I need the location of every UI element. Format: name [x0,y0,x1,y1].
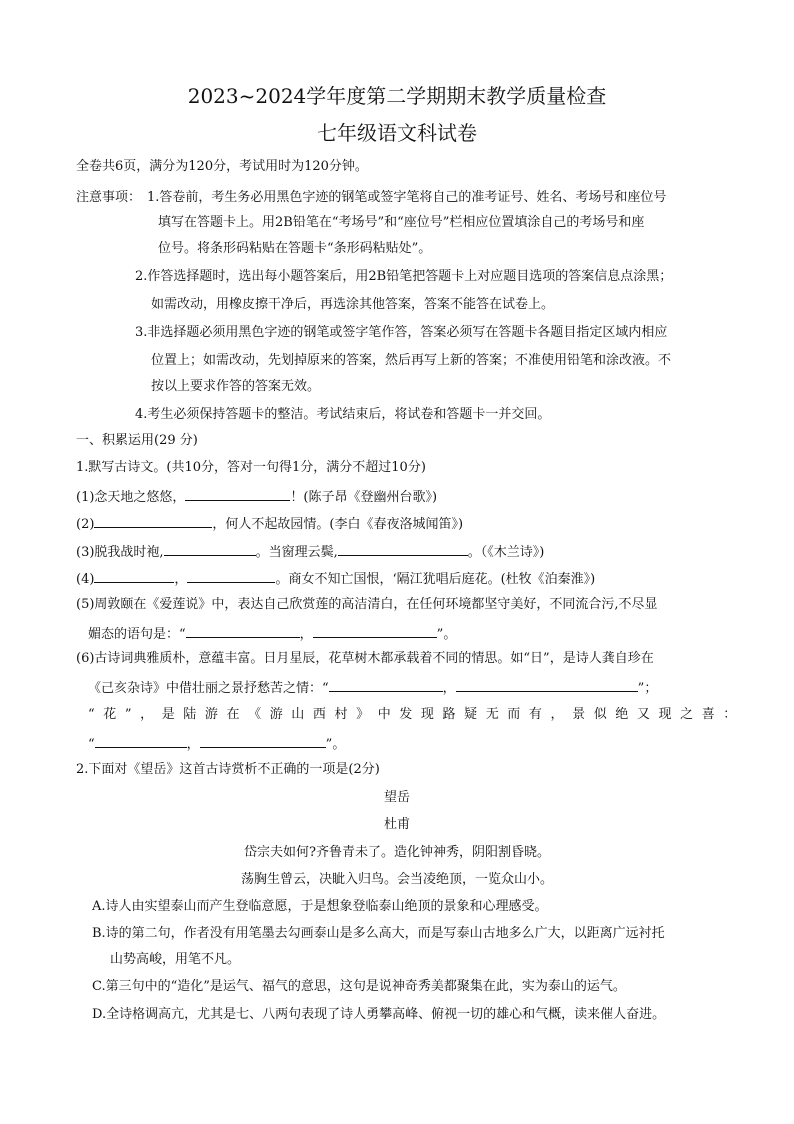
text: ”。 [436,627,457,642]
text: 。（《木兰诗》) [467,545,545,560]
answer-blank[interactable] [185,486,290,501]
answer-blank[interactable] [456,677,638,692]
text: 媚态的语句是：“ [88,627,186,642]
answer-blank[interactable] [94,513,212,528]
question-1-stem: 1.默写古诗文。(共10分，答对一句得1分，满分不超过10分) [76,460,426,475]
answer-blank[interactable] [187,568,275,583]
question-1-item-5-line-2 [88,623,456,644]
text: (3)脱我战时袍, [76,545,164,560]
exam-subtitle: 七年级语文科试卷 [317,121,477,145]
text: 《己亥杂诗》中借壮丽之景抒愁苦之情：“ [88,681,329,696]
text: ”； [637,681,658,696]
answer-blank[interactable] [164,541,256,556]
text: ， [174,572,188,587]
text: ， [299,627,313,642]
question-1-item-4 [76,568,595,589]
text: ， [186,737,200,752]
option-d: D.全诗格调高亢，尤其是七、八两句表现了诗人勇攀高峰、俯视一切的雄心和气概，读来催人奋进。 [92,1007,666,1022]
poem-line-2: 荡胸生曾云，决眦入归鸟。会当凌绝顶，一览众山小。 [240,872,553,887]
poem-line-1: 岱宗夫如何?齐鲁青未了。造化钟神秀，阴阳割昏晓。 [244,845,550,860]
poem-author: 杜甫 [383,817,410,832]
note-1-line-3: 位号。将条形码粘贴在答题卡“条形码粘贴处”。 [158,241,432,256]
question-1-item-6-line-1: (6)古诗词典雅质朴，意蕴丰富。日月星辰，花草树木都承载着不同的情思。如“日”，是诗人龚自珍在 [76,651,654,666]
answer-blank[interactable] [95,733,187,748]
poem-title: 望岳 [383,790,410,805]
option-b-line-2: 山势高峻，用笔不凡。 [110,952,241,967]
question-1-item-6-line-4 [88,733,345,754]
note-2-line-2: 如需改动，用橡皮擦干净后，再选涂其他答案，答案不能答在试卷上。 [151,297,555,312]
note-3-line-2: 位置上；如需改动，先划掉原来的答案，然后再写上新的答案；不准使用铅笔和涂改液。不 [151,353,672,368]
note-1-line-1: 1.答卷前，考生务必用黑色字迹的钢笔或签字笔将自己的准考证号、姓名、考场号和座位号 [147,190,667,205]
note-2-line-1: 2.作答选择题时，选出每小题答案后，用2B铅笔把答题卡上对应题目选项的答案信息点涂黑； [135,269,673,284]
question-2-stem: 2.下面对《望岳》这首古诗赏析不正确的一项是(2分) [76,762,380,777]
text: 。商女不知亡国恨，‘隔江犹唱后庭花。(杜牧《泊秦淮》) [275,572,596,587]
option-c: C.第三句中的“造化”是运气、福气的意思，这句是说神奇秀美都聚集在此，实为泰山的运气。 [92,979,626,994]
text: “ [88,737,95,752]
text: ，何人不起故园情。(李白《春夜洛城闻笛》) [212,517,464,532]
answer-blank[interactable] [313,623,437,638]
text: 。当窗理云鬓, [255,545,338,560]
option-b-line-1: B.诗的第二句，作者没有用笔墨去勾画泰山是多么高大，而是写泰山古地多么广大，以距离广远衬托 [92,926,665,941]
question-1-item-5-line-1: (5)周敦颐在《爱莲说》中，表达自己欣赏莲的高洁清白，在任何环境都坚守美好，不同流合污,不尽显 [76,597,658,612]
answer-blank[interactable] [94,568,174,583]
answer-blank[interactable] [338,541,468,556]
text: ”。 [325,737,346,752]
question-1-item-2 [76,513,463,534]
section-heading: 一、积累运用(29 分) [76,433,198,448]
question-1-item-3 [76,541,544,562]
text: (2) [76,517,95,532]
note-4: 4.考生必须保持答题卡的整洁。考试结束后，将试卷和答题卡一并交回。 [135,407,551,422]
text: ， [442,681,456,696]
exam-intro: 全卷共6页，满分为120分，考试用时为120分钟。 [76,159,368,174]
note-1-line-2: 填写在答题卡上。用2B铅笔在“考场号”和“座位号”栏相应位置填涂自己的考场号和座 [158,215,645,230]
answer-blank[interactable] [186,623,300,638]
text: ！(陈子昂《登幽州台歌》) [290,490,438,505]
option-a: A.诗人由实望泰山而产生登临意愿，于是想象登临泰山绝顶的景象和心理感受。 [92,899,548,914]
notes-label: 注意事项： [76,190,142,205]
text: (4) [76,572,95,587]
question-1-item-1 [76,486,437,507]
note-3-line-3: 按以上要求作答的答案无效。 [151,379,321,394]
question-1-item-6-line-2 [88,677,657,698]
question-1-item-6-line-3: “花”，是陆游在《游山西村》中发现路疑无而有，景似绝又现之喜： [88,707,745,722]
answer-blank[interactable] [329,677,443,692]
exam-title: 2023~2024学年度第二学期期末教学质量检查 [187,84,607,108]
text: (1)念天地之悠悠， [76,490,186,505]
answer-blank[interactable] [200,733,326,748]
note-3-line-1: 3.非选择题必须用黑色字迹的钢笔或签字笔作答，答案必须写在答题卡各题目指定区域内相应 [135,325,668,340]
